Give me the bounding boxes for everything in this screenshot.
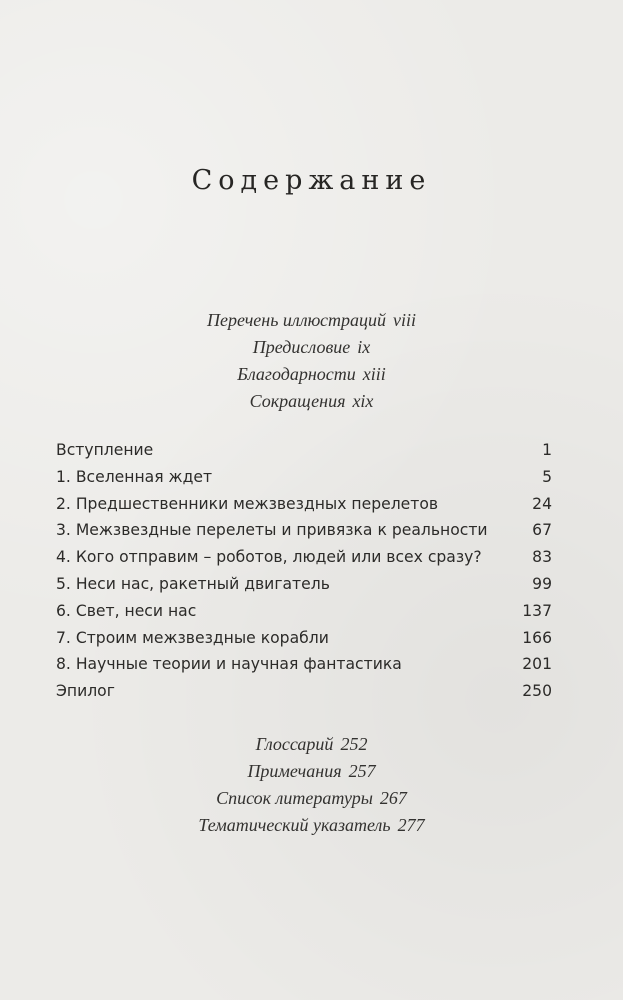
back-matter-item — [0, 758, 623, 785]
back-matter-page: 252 — [340, 734, 368, 754]
back-matter-label: Примечания — [247, 761, 342, 781]
chapter-label: Эпилог — [56, 682, 115, 701]
back-matter-item — [0, 812, 623, 839]
chapter-list — [56, 437, 552, 705]
back-matter-page: 257 — [348, 761, 376, 781]
back-matter-list — [0, 731, 623, 839]
chapter-label: 2. Предшественники межзвездных перелетов — [56, 494, 439, 513]
front-matter-page: ix — [357, 337, 371, 357]
front-matter-item — [0, 307, 623, 334]
chapter-page-number: 67 — [532, 521, 552, 540]
front-matter-label: Сокращения — [249, 391, 346, 411]
front-matter-item — [0, 334, 623, 361]
chapter-row — [56, 651, 552, 678]
chapter-row — [56, 598, 552, 625]
chapter-row — [56, 678, 552, 705]
front-matter-label: Перечень иллюстраций — [206, 310, 387, 330]
chapter-row — [56, 437, 552, 464]
chapter-page-number: 201 — [522, 655, 552, 674]
chapter-label: Вступление — [56, 441, 154, 459]
chapter-label: 3. Межзвездные перелеты и привязка к реальности — [56, 521, 488, 540]
chapter-label: 6. Свет, неси нас — [56, 601, 197, 620]
page-title: Содержание — [191, 165, 432, 196]
front-matter-label: Предисловие — [252, 337, 351, 357]
chapter-label: 5. Неси нас, ракетный двигатель — [56, 574, 330, 593]
chapter-label: 4. Кого отправим – роботов, людей или всех сразу? — [56, 548, 482, 567]
chapter-row — [56, 517, 552, 544]
chapter-label: 7. Строим межзвездные корабли — [56, 628, 329, 647]
back-matter-page: 277 — [397, 815, 425, 835]
chapter-page-number: 83 — [532, 548, 552, 567]
chapter-page-number: 5 — [542, 467, 552, 486]
front-matter-page: xiii — [362, 364, 386, 384]
back-matter-label: Список литературы — [216, 788, 373, 808]
back-matter-label: Глоссарий — [255, 734, 334, 754]
back-matter-label: Тематический указатель — [198, 815, 391, 835]
front-matter-label: Благодарности — [237, 364, 356, 384]
front-matter-page: xix — [352, 391, 374, 411]
chapter-row — [56, 464, 552, 491]
chapter-label: 1. Вселенная ждет — [56, 467, 213, 486]
back-matter-item — [0, 731, 623, 758]
back-matter-item — [0, 785, 623, 812]
chapter-row — [56, 571, 552, 598]
chapter-page-number: 166 — [522, 628, 552, 647]
chapter-page-number: 1 — [542, 441, 552, 459]
chapter-row — [56, 491, 552, 518]
chapter-page-number: 137 — [522, 601, 552, 620]
chapter-row — [56, 625, 552, 652]
chapter-row — [56, 544, 552, 571]
chapter-page-number: 99 — [532, 574, 552, 593]
chapter-label: 8. Научные теории и научная фантастика — [56, 655, 402, 674]
front-matter-list — [0, 307, 623, 415]
chapter-page-number: 250 — [522, 682, 552, 701]
front-matter-page: viii — [393, 310, 417, 330]
front-matter-item — [0, 388, 623, 415]
back-matter-page: 267 — [379, 788, 407, 808]
front-matter-item — [0, 361, 623, 388]
chapter-page-number: 24 — [532, 494, 552, 513]
